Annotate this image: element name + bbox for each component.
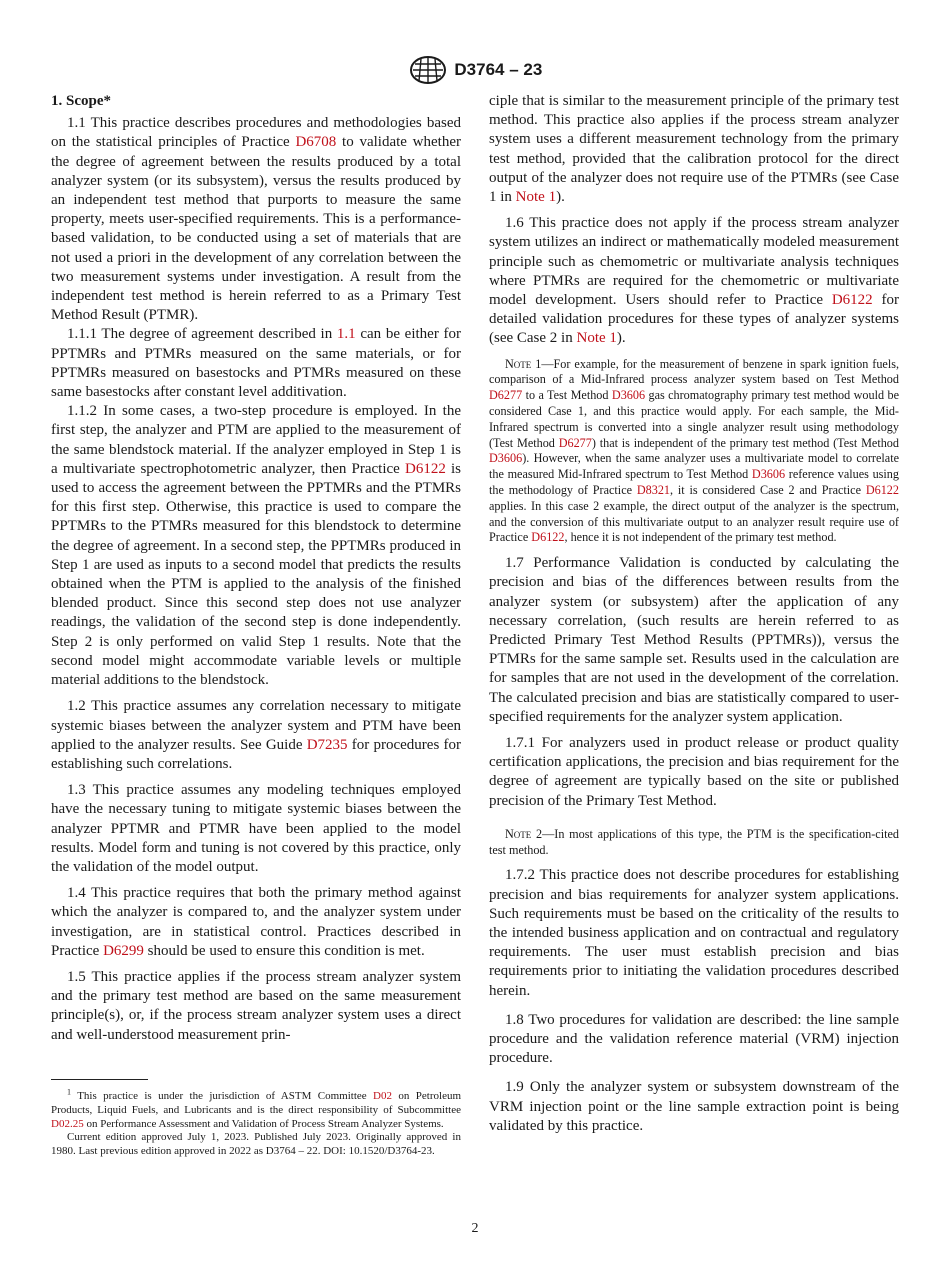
footnote-edition: Current edition approved July 1, 2023. Published July 2023. Originally approved in 1980. Last previous edition approved in 2022 as D3764 – 22. DOI: 10.1520/D3764-23. [51, 1131, 461, 1158]
note-link[interactable]: Note 1 [515, 189, 557, 206]
paragraph-1-7-2: 1.7.2 This practice does not describe procedures for establishing precision and bias requirements for analyzer system applications. Such requirements must be based on the criticality of the results to the intended business application and on contractual and regulatory requirements. The user must establish precision and bias requirements prior to initiating the validation procedures described herein. [489, 867, 899, 999]
footnote-divider [51, 1079, 148, 1080]
paragraph-1-1: 1.1 This practice describes procedures and methodologies based on the statistical principles of Practice D6708 to validate whether the degree of agreement between the results produced by a total analyzer system (or its subsystem), versus the results produced by an independent test method that purports to measure the same property, meets user-specified requirements. This is a performance-based validation, to be conducted using a set of materials that are not used a priori in the development of any correlation between the two measurement systems under investigation. A result from the independent test method is herein referred to as a Primary Test Method Result (PTMR). [51, 115, 461, 324]
paragraph-1-6: 1.6 This practice does not apply if the process stream analyzer system utilizes an indirect or mathematically modeled measurement principle such as chemometric or multivariate analysis techniques where PTMRs are required for the chemometric or multivariate model development. Users should refer to Practice D6122 for detailed validation procedures for these types of analyzer systems (see Case 2 in Note 1). [489, 215, 899, 347]
reference-link[interactable]: 1.1 [336, 326, 356, 343]
page-number: 2 [471, 1221, 479, 1236]
paragraph-1-8: 1.8 Two procedures for validation are described: the line sample procedure and the validation reference material (VRM) injection procedure. [489, 1011, 899, 1067]
section-heading: 1. Scope* [51, 93, 111, 109]
paragraph-1-9: 1.9 Only the analyzer system or subsystem downstream of the VRM injection point or the line sample extraction point is being validated by this practice. [489, 1079, 899, 1134]
paragraph-1-5: 1.5 This practice applies if the process stream analyzer system and the primary test method are based on the same measurement principle(s), or, if the process stream analyzer system uses a direct and well-understood measurement prin- [51, 968, 461, 1043]
astm-logo-icon [408, 55, 448, 85]
paragraph-1-7-1: 1.7.1 For analyzers used in product release or product quality certification applications, the precision and bias requirement for the degree of agreement are typically based on the site or published precision of the Primary Test Method. [489, 735, 899, 809]
reference-link[interactable]: D6708 [295, 134, 337, 151]
reference-link[interactable]: D6299 [103, 942, 144, 959]
reference-link[interactable]: D6122 [831, 292, 873, 309]
right-column [489, 92, 899, 1136]
reference-link[interactable]: D7235 [306, 736, 348, 753]
paragraph-1-2: 1.2 This practice assumes any correlation necessary to mitigate systemic biases between the analyzer system and PTM have been applied to the analyzer results. See Guide D7235 for procedures for establishing such correlations. [51, 698, 462, 772]
footnote-marker: 1 [67, 1087, 71, 1097]
paragraph-1-1-1: 1.1.1 The degree of agreement described in 1.1 can be either for PPTMRs and PTMRs measured on the same materials, or for PPTMRs measured on basestocks and PTMRs measured on these same basestocks after constant level additivation. [51, 326, 461, 401]
reference-link[interactable]: D3606 [751, 467, 786, 482]
note-1: Note 1—For example, for the measurement of benzene in spark ignition fuels, comparison of a Mid-Infrared process analyzer system based on Test Method D6277 to a Test Method D3606 gas chromatography primary test method would be considered Case 1, and this practice would apply. For each sample, the Mid-Infrared spectrum is converted into a single analyzer result using methodology (Test Method D6277) that is independent of the primary test method (Test Method D3606). However, when the same analyzer uses a multivariate model to correlate the measured Mid-Infrared spectrum to Test Method D3606 reference values using the methodology of Practice D8321, it is considered Case 2 and Practice D6122 applies. In this case 2 example, the direct output of the analyzer is the spectrum, and the conversion of this multivariate output to an analyzer result require use of Practice D6122, hence it is not independent of the primary test method. [489, 356, 899, 545]
reference-link[interactable]: D6277 [558, 435, 592, 450]
reference-link[interactable]: D6122 [404, 460, 446, 477]
left-column [51, 92, 461, 1045]
reference-link[interactable]: D3606 [611, 388, 646, 403]
reference-link[interactable]: D6277 [489, 388, 523, 403]
note-label: Note 1 [505, 356, 542, 371]
note-2: Note 2—In most applications of this type, the PTM is the specification-cited test method. [489, 826, 899, 857]
note-link[interactable]: Note 1 [576, 330, 617, 347]
paragraph-1-4: 1.4 This practice requires that both the primary method against which the analyzer is compared to, and the analyzer system under investigation, are in statistical control. Practices described in Practice D6299 should be used to ensure this condition is met. [51, 885, 461, 959]
reference-link[interactable]: D6122 [531, 530, 565, 545]
paragraph-1-3: 1.3 This practice assumes any modeling techniques employed have the necessary tuning to mitigate systemic biases between the analyzer PPTMR and PTMR have been applied to the model results. Model form and tuning is not covered by this practice, only the validation of the model output. [51, 782, 461, 875]
reference-link[interactable]: D02.25 [51, 1117, 84, 1130]
footnotes [51, 1087, 462, 1159]
note-label: Note 2 [505, 826, 543, 841]
reference-link[interactable]: D02 [373, 1090, 392, 1102]
document-designation: D3764 – 23 [454, 60, 543, 79]
reference-link[interactable]: D3606 [489, 451, 523, 466]
reference-link[interactable]: D6122 [865, 483, 899, 498]
reference-link[interactable]: D8321 [636, 483, 671, 498]
paragraph-1-5-continued: ciple that is similar to the measurement principle of the primary test method. This practice also applies if the process stream analyzer system uses a different measurement technology from the primary test method, provided that the calibration protocol for the direct output of the analyzer does not require use of the PTMRs (see Case 1 in Note 1). [489, 93, 899, 206]
paragraph-1-1-2: 1.1.2 In some cases, a two-step procedure is employed. In the first step, the analyzer and PTM are applied to the measurement of the same blendstock material. If the analyzer employed in Step 1 is a multivariate spectrophotometric analyzer, then Practice D6122 is used to access the agreement between the PPTMRs and the PTMRs for this first step. Otherwise, this practice is used to compare the PPTMRs to the PTMRs measured for this blendstock to determine the degree of agreement. In a second step, the PPTMRs produced in Step 1 are used as inputs to a second model that predicts the results obtained when the PTM is applied to the analysis of the finished blended product. Since this second step does not use analyzer readings, the validation of the second step is done independently. Step 2 is only performed on valid Step 1 results. Note that the second model might accommodate variable levels or multiple material additions to the blendstock. [51, 403, 461, 689]
footnote-1: $^1$ This practice is under the jurisdiction of ASTM Committee D02 on Petroleum Products, Liquid Fuels, and Lubricants and is the direct responsibility of Subcommittee D02.25 on Performance Assessment and Validation of Process Stream Analyzer Systems. [51, 1087, 462, 1130]
page-header [0, 55, 950, 85]
paragraph-1-7: 1.7 Performance Validation is conducted by calculating the precision and bias of the differences between results from the analyzer system (or subsystem) after the application of any necessary correlation, (such results are herein referred to as Predicted Primary Test Method Results (PPTMRs)), versus the PTMRs for the same sample set. Results used in the calculation are for samples that are not used in the development of the correlation. The calculated precision and bias are statistically compared to user-specified requirements for the analyzer system application. [489, 555, 899, 725]
